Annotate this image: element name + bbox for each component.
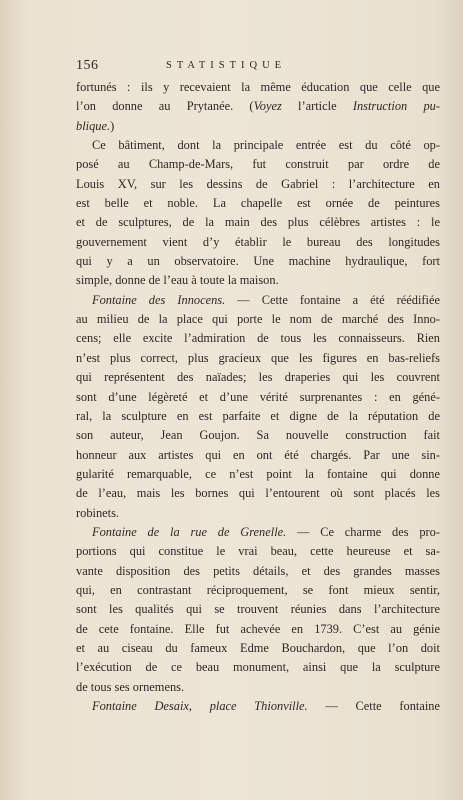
text-line (76, 368, 440, 387)
text-line (76, 426, 440, 445)
text-segment: l’on donne au Prytanée. ( (76, 99, 254, 114)
text-line (76, 291, 440, 310)
italic-text: Fontaine de la rue de Grenelle. (92, 524, 287, 539)
text-line (76, 678, 440, 697)
text-line (76, 388, 440, 407)
text-segment: n’est plus correct, plus gracieux que les figures en bas-reliefs (76, 350, 440, 365)
text-segment: sont les qualités qui se trouvent réunies dans l’architecture (76, 602, 440, 617)
text-line (76, 620, 440, 639)
text-segment: qui y a un observatoire. Une machine hydraulique, fort (76, 254, 440, 269)
text-segment: simple, donne de l’eau à toute la maison. (76, 273, 279, 288)
text-line (76, 484, 440, 503)
page-header (76, 58, 440, 78)
italic-text: Voyez (253, 99, 282, 114)
text-line (76, 504, 440, 523)
text-segment: honneur aux artistes qui en ont été chargés. Par une sin- (76, 447, 440, 462)
text-segment: est belle et noble. La chapelle est ornée de peintures (76, 196, 440, 211)
text-segment: — Ce charme des pro- (286, 524, 440, 539)
text-line (76, 542, 440, 561)
text-line (76, 271, 440, 290)
italic-text: Fontaine des Innocens. (92, 292, 226, 307)
text-line (76, 329, 440, 348)
text-line (76, 581, 440, 600)
text-line (76, 523, 440, 542)
text-line (76, 97, 440, 116)
page-number: 156 (76, 58, 99, 73)
italic-text: Fontaine Desaix, place Thionville. (92, 699, 308, 713)
text-segment: de tous ses ornemens. (76, 679, 185, 694)
text-line (76, 446, 440, 465)
text-segment: son auteur, Jean Goujon. Sa nouvelle construction fait (76, 428, 440, 443)
text-segment: sont d’une légèreté et d’une vérité surprenantes : en géné- (76, 389, 440, 404)
text-segment: — Cette fontaine a été réédifiée (225, 292, 440, 307)
text-line (76, 136, 440, 155)
text-segment: fortunés : ils y recevaient la même éducation que celle que (76, 80, 440, 94)
text-segment: de l’eau, mais les bornes qui l’entourent où sont placés les (76, 486, 440, 501)
text-segment: portions qui constitue le vrai beau, cette heureuse et sa- (76, 544, 440, 559)
text-line (76, 465, 440, 484)
text-line (76, 310, 440, 329)
italic-text: Instruction pu- (352, 99, 440, 114)
running-head: STATISTIQUE (166, 60, 287, 71)
text-line (76, 194, 440, 213)
text-line (76, 697, 440, 716)
text-segment: robinets. (76, 505, 120, 520)
text-segment: posé au Champ-de-Mars, fut construit par ordre de (76, 157, 440, 172)
text-segment: qui représentent des naïades; les draperies qui les couvrent (76, 370, 440, 385)
text-segment: de cete fontaine. Elle fut achevée en 1739. C’est au génie (76, 621, 440, 636)
text-line (76, 155, 440, 174)
text-segment: au milieu de la place qui porte le nom de marché des Inno- (76, 312, 440, 327)
text-line (76, 252, 440, 271)
italic-text: blique. (76, 118, 111, 133)
text-line (76, 562, 440, 581)
text-segment: Louis XV, sur les dessins de Gabriel : l’architecture en (76, 176, 440, 191)
text-segment: cens; elle excite l’admiration de tous les connaisseurs. Rien (76, 331, 440, 346)
text-line (76, 117, 440, 136)
text-segment: l’article (281, 99, 353, 114)
text-segment: ral, la sculpture en est parfaite et digne de la réputation de (76, 408, 440, 423)
text-line (76, 639, 440, 658)
text-line (76, 349, 440, 368)
text-segment: gularité remarquable, ce n’est point la fontaine qui donne (76, 466, 440, 481)
text-segment: qui, en contrastant réciproquement, se font mieux sentir, (76, 582, 440, 597)
text-segment: — Cette fontaine (307, 699, 440, 713)
text-line (76, 213, 440, 232)
text-segment: Ce bâtiment, dont la principale entrée est du côté op- (92, 138, 440, 153)
text-segment: l’exécution de ce beau monument, ainsi que la sculpture (76, 660, 440, 675)
text-segment: et au ciseau du fameux Edme Bouchardon, que l’on doit (76, 640, 440, 655)
text-line (76, 233, 440, 252)
text-segment: ) (110, 118, 115, 133)
body-text (76, 78, 440, 716)
text-line (76, 600, 440, 619)
text-line (76, 658, 440, 677)
text-line (76, 175, 440, 194)
text-segment: et de sculptures, de la main des plus célèbres artistes : le (76, 215, 440, 230)
text-line (76, 407, 440, 426)
text-segment: gouvernement vient d’y établir le bureau des longitudes (76, 234, 440, 249)
text-line (76, 78, 440, 97)
text-segment: vante disposition des petits détails, et des grandes masses (76, 563, 440, 578)
